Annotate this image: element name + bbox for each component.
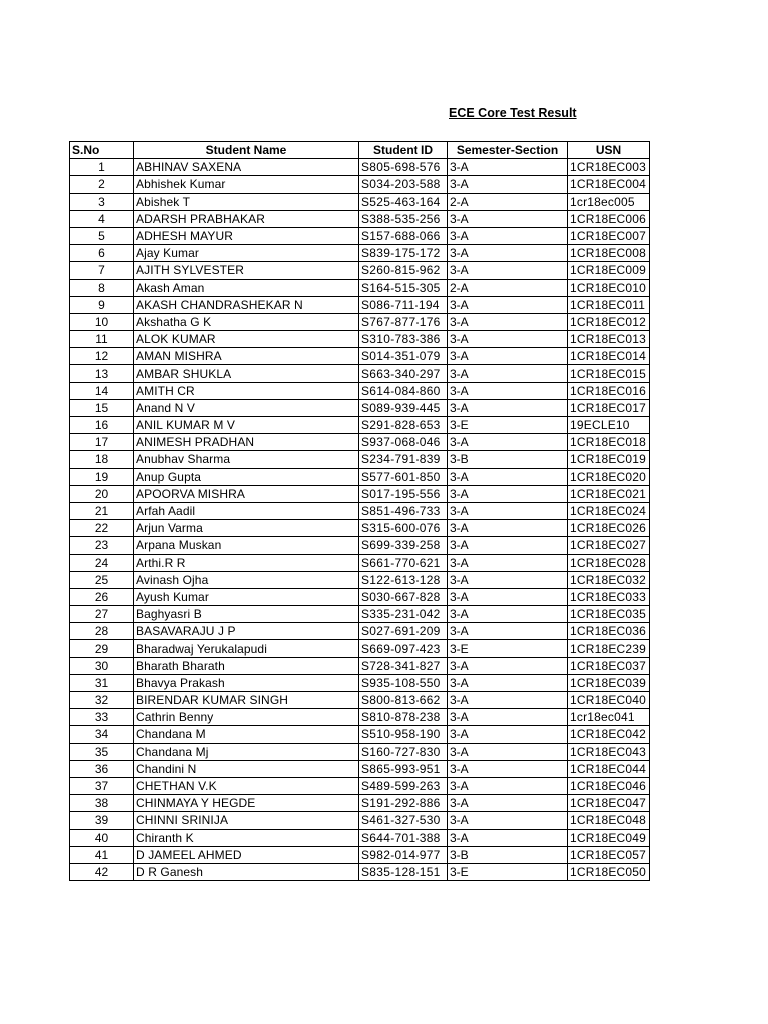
cell-semester-section: 3-A [448, 554, 568, 571]
cell-sno: 25 [70, 571, 134, 588]
cell-usn: 1CR18EC015 [568, 365, 650, 382]
cell-student-id: S191-292-886 [359, 795, 448, 812]
cell-student-id: S810-878-238 [359, 709, 448, 726]
cell-sno: 20 [70, 485, 134, 502]
cell-student-id: S614-084-860 [359, 382, 448, 399]
cell-usn: 1CR18EC047 [568, 795, 650, 812]
table-row [70, 743, 650, 760]
table-row [70, 795, 650, 812]
cell-student-name: Anubhav Sharma [134, 451, 359, 468]
header-semester-section: Semester-Section [448, 142, 568, 159]
table-body [70, 159, 650, 881]
cell-usn: 1CR18EC239 [568, 640, 650, 657]
cell-semester-section: 3-E [448, 863, 568, 880]
cell-student-name: Arpana Muskan [134, 537, 359, 554]
cell-usn: 1CR18EC028 [568, 554, 650, 571]
cell-student-name: Abishek T [134, 193, 359, 210]
cell-sno: 3 [70, 193, 134, 210]
cell-student-id: S234-791-839 [359, 451, 448, 468]
cell-sno: 21 [70, 502, 134, 519]
cell-usn: 1CR18EC004 [568, 176, 650, 193]
cell-student-name: Avinash Ojha [134, 571, 359, 588]
cell-student-id: S315-600-076 [359, 520, 448, 537]
table-row [70, 434, 650, 451]
cell-sno: 33 [70, 709, 134, 726]
cell-usn: 1CR18EC011 [568, 296, 650, 313]
cell-student-name: Arjun Varma [134, 520, 359, 537]
cell-student-name: Chiranth K [134, 829, 359, 846]
cell-sno: 27 [70, 606, 134, 623]
cell-student-id: S260-815-962 [359, 262, 448, 279]
cell-semester-section: 3-A [448, 348, 568, 365]
cell-student-id: S122-613-128 [359, 571, 448, 588]
table-row [70, 262, 650, 279]
table-row [70, 468, 650, 485]
cell-sno: 9 [70, 296, 134, 313]
cell-semester-section: 3-A [448, 829, 568, 846]
cell-usn: 1CR18EC032 [568, 571, 650, 588]
cell-sno: 28 [70, 623, 134, 640]
cell-student-id: S767-877-176 [359, 313, 448, 330]
table-row [70, 227, 650, 244]
cell-student-id: S489-599-263 [359, 777, 448, 794]
cell-usn: 1cr18ec041 [568, 709, 650, 726]
cell-sno: 41 [70, 846, 134, 863]
cell-semester-section: 3-A [448, 588, 568, 605]
cell-sno: 6 [70, 245, 134, 262]
cell-semester-section: 3-A [448, 674, 568, 691]
table-row [70, 709, 650, 726]
cell-student-name: Anand N V [134, 399, 359, 416]
cell-sno: 31 [70, 674, 134, 691]
cell-student-name: ANIMESH PRADHAN [134, 434, 359, 451]
cell-semester-section: 3-E [448, 640, 568, 657]
cell-semester-section: 3-A [448, 176, 568, 193]
cell-semester-section: 3-A [448, 313, 568, 330]
cell-student-id: S728-341-827 [359, 657, 448, 674]
cell-sno: 34 [70, 726, 134, 743]
cell-student-name: ADHESH MAYUR [134, 227, 359, 244]
cell-usn: 1CR18EC043 [568, 743, 650, 760]
table-row [70, 657, 650, 674]
page-title: ECE Core Test Result [449, 106, 577, 120]
table-row [70, 829, 650, 846]
table-row [70, 245, 650, 262]
table-row [70, 331, 650, 348]
cell-student-id: S034-203-588 [359, 176, 448, 193]
cell-sno: 15 [70, 399, 134, 416]
cell-sno: 23 [70, 537, 134, 554]
table-row [70, 382, 650, 399]
cell-sno: 14 [70, 382, 134, 399]
cell-student-name: Ayush Kumar [134, 588, 359, 605]
cell-sno: 2 [70, 176, 134, 193]
cell-semester-section: 3-A [448, 210, 568, 227]
cell-usn: 1CR18EC017 [568, 399, 650, 416]
header-student-name: Student Name [134, 142, 359, 159]
cell-student-name: Arfah Aadil [134, 502, 359, 519]
table-row [70, 760, 650, 777]
cell-usn: 1CR18EC044 [568, 760, 650, 777]
cell-student-id: S663-340-297 [359, 365, 448, 382]
cell-semester-section: 3-A [448, 520, 568, 537]
cell-semester-section: 3-A [448, 262, 568, 279]
cell-student-name: AKASH CHANDRASHEKAR N [134, 296, 359, 313]
cell-semester-section: 3-A [448, 812, 568, 829]
cell-sno: 40 [70, 829, 134, 846]
cell-student-name: ADARSH PRABHAKAR [134, 210, 359, 227]
cell-usn: 1CR18EC012 [568, 313, 650, 330]
table-row [70, 451, 650, 468]
results-table [69, 141, 650, 881]
cell-usn: 1CR18EC013 [568, 331, 650, 348]
cell-student-id: S661-770-621 [359, 554, 448, 571]
cell-usn: 1CR18EC003 [568, 159, 650, 176]
cell-sno: 32 [70, 692, 134, 709]
cell-student-id: S164-515-305 [359, 279, 448, 296]
cell-student-name: Akash Aman [134, 279, 359, 296]
cell-sno: 16 [70, 417, 134, 434]
cell-student-id: S982-014-977 [359, 846, 448, 863]
table-row [70, 296, 650, 313]
cell-semester-section: 3-A [448, 434, 568, 451]
cell-student-id: S865-993-951 [359, 760, 448, 777]
cell-student-id: S335-231-042 [359, 606, 448, 623]
cell-student-id: S027-691-209 [359, 623, 448, 640]
cell-semester-section: 3-A [448, 606, 568, 623]
cell-semester-section: 3-A [448, 623, 568, 640]
cell-student-id: S669-097-423 [359, 640, 448, 657]
cell-semester-section: 3-A [448, 468, 568, 485]
cell-sno: 29 [70, 640, 134, 657]
cell-semester-section: 3-A [448, 571, 568, 588]
cell-semester-section: 3-A [448, 777, 568, 794]
cell-usn: 1CR18EC040 [568, 692, 650, 709]
cell-student-id: S839-175-172 [359, 245, 448, 262]
table-row [70, 365, 650, 382]
cell-usn: 1CR18EC006 [568, 210, 650, 227]
cell-usn: 1CR18EC048 [568, 812, 650, 829]
table-row [70, 846, 650, 863]
cell-student-id: S014-351-079 [359, 348, 448, 365]
cell-semester-section: 3-A [448, 760, 568, 777]
cell-student-name: BASAVARAJU J P [134, 623, 359, 640]
table-row [70, 863, 650, 880]
cell-semester-section: 2-A [448, 279, 568, 296]
cell-usn: 1CR18EC009 [568, 262, 650, 279]
cell-student-id: S089-939-445 [359, 399, 448, 416]
cell-sno: 8 [70, 279, 134, 296]
table-row [70, 588, 650, 605]
cell-usn: 1CR18EC014 [568, 348, 650, 365]
cell-sno: 11 [70, 331, 134, 348]
cell-student-name: CHETHAN V.K [134, 777, 359, 794]
cell-student-id: S644-701-388 [359, 829, 448, 846]
table-row [70, 417, 650, 434]
cell-student-id: S577-601-850 [359, 468, 448, 485]
cell-semester-section: 3-A [448, 743, 568, 760]
cell-usn: 1CR18EC008 [568, 245, 650, 262]
cell-semester-section: 3-A [448, 159, 568, 176]
cell-semester-section: 3-A [448, 245, 568, 262]
cell-student-name: AMAN MISHRA [134, 348, 359, 365]
cell-semester-section: 3-A [448, 331, 568, 348]
cell-student-id: S699-339-258 [359, 537, 448, 554]
table-row [70, 193, 650, 210]
cell-student-id: S017-195-556 [359, 485, 448, 502]
table-row [70, 520, 650, 537]
cell-semester-section: 3-A [448, 485, 568, 502]
table-row [70, 176, 650, 193]
header-usn: USN [568, 142, 650, 159]
table-row [70, 502, 650, 519]
cell-student-name: D JAMEEL AHMED [134, 846, 359, 863]
cell-sno: 35 [70, 743, 134, 760]
cell-student-name: Ajay Kumar [134, 245, 359, 262]
table-row [70, 812, 650, 829]
cell-semester-section: 3-A [448, 692, 568, 709]
cell-student-id: S800-813-662 [359, 692, 448, 709]
table-row [70, 313, 650, 330]
cell-student-id: S310-783-386 [359, 331, 448, 348]
table-row [70, 640, 650, 657]
cell-student-name: APOORVA MISHRA [134, 485, 359, 502]
table-row [70, 726, 650, 743]
cell-sno: 13 [70, 365, 134, 382]
cell-sno: 5 [70, 227, 134, 244]
cell-semester-section: 3-A [448, 382, 568, 399]
header-sno: S.No [70, 142, 134, 159]
cell-sno: 18 [70, 451, 134, 468]
cell-semester-section: 3-A [448, 537, 568, 554]
cell-sno: 17 [70, 434, 134, 451]
cell-student-id: S805-698-576 [359, 159, 448, 176]
cell-usn: 1CR18EC035 [568, 606, 650, 623]
cell-student-name: Bharadwaj Yerukalapudi [134, 640, 359, 657]
cell-student-id: S510-958-190 [359, 726, 448, 743]
cell-student-id: S935-108-550 [359, 674, 448, 691]
cell-sno: 26 [70, 588, 134, 605]
cell-semester-section: 3-A [448, 502, 568, 519]
cell-student-id: S937-068-046 [359, 434, 448, 451]
cell-student-name: Anup Gupta [134, 468, 359, 485]
cell-usn: 1CR18EC033 [568, 588, 650, 605]
cell-sno: 24 [70, 554, 134, 571]
cell-usn: 1CR18EC010 [568, 279, 650, 296]
cell-student-id: S157-688-066 [359, 227, 448, 244]
cell-usn: 1CR18EC016 [568, 382, 650, 399]
cell-student-id: S461-327-530 [359, 812, 448, 829]
cell-semester-section: 3-B [448, 846, 568, 863]
cell-semester-section: 3-A [448, 726, 568, 743]
cell-usn: 1CR18EC026 [568, 520, 650, 537]
cell-sno: 38 [70, 795, 134, 812]
cell-student-id: S160-727-830 [359, 743, 448, 760]
table-row [70, 348, 650, 365]
cell-student-name: CHINNI SRINIJA [134, 812, 359, 829]
cell-usn: 1CR18EC021 [568, 485, 650, 502]
cell-student-id: S851-496-733 [359, 502, 448, 519]
table-row [70, 777, 650, 794]
cell-semester-section: 3-A [448, 399, 568, 416]
cell-sno: 7 [70, 262, 134, 279]
cell-student-name: Abhishek Kumar [134, 176, 359, 193]
cell-sno: 42 [70, 863, 134, 880]
cell-student-name: CHINMAYA Y HEGDE [134, 795, 359, 812]
table-row [70, 279, 650, 296]
cell-usn: 1CR18EC020 [568, 468, 650, 485]
header-student-id: Student ID [359, 142, 448, 159]
cell-semester-section: 3-A [448, 296, 568, 313]
table-header-row [70, 142, 650, 159]
cell-sno: 19 [70, 468, 134, 485]
cell-student-name: ANIL KUMAR M V [134, 417, 359, 434]
cell-student-id: S525-463-164 [359, 193, 448, 210]
cell-sno: 37 [70, 777, 134, 794]
cell-semester-section: 3-B [448, 451, 568, 468]
table-row [70, 159, 650, 176]
cell-usn: 1CR18EC037 [568, 657, 650, 674]
cell-usn: 1CR18EC057 [568, 846, 650, 863]
cell-sno: 36 [70, 760, 134, 777]
cell-student-name: AJITH SYLVESTER [134, 262, 359, 279]
table-row [70, 210, 650, 227]
cell-usn: 1CR18EC042 [568, 726, 650, 743]
cell-student-name: BIRENDAR KUMAR SINGH [134, 692, 359, 709]
cell-student-name: Baghyasri B [134, 606, 359, 623]
cell-usn: 1CR18EC039 [568, 674, 650, 691]
table-row [70, 399, 650, 416]
cell-sno: 1 [70, 159, 134, 176]
cell-sno: 22 [70, 520, 134, 537]
cell-usn: 1CR18EC049 [568, 829, 650, 846]
cell-student-name: Akshatha G K [134, 313, 359, 330]
cell-student-name: Chandini N [134, 760, 359, 777]
cell-usn: 1cr18ec005 [568, 193, 650, 210]
cell-student-id: S291-828-653 [359, 417, 448, 434]
cell-student-name: Chandana Mj [134, 743, 359, 760]
table-row [70, 571, 650, 588]
cell-sno: 39 [70, 812, 134, 829]
cell-student-name: Cathrin Benny [134, 709, 359, 726]
cell-semester-section: 3-A [448, 709, 568, 726]
table-row [70, 623, 650, 640]
cell-semester-section: 3-A [448, 365, 568, 382]
cell-semester-section: 2-A [448, 193, 568, 210]
cell-semester-section: 3-A [448, 657, 568, 674]
cell-student-name: D R Ganesh [134, 863, 359, 880]
table-row [70, 692, 650, 709]
cell-usn: 19ECLE10 [568, 417, 650, 434]
cell-usn: 1CR18EC007 [568, 227, 650, 244]
cell-student-name: AMBAR SHUKLA [134, 365, 359, 382]
cell-sno: 30 [70, 657, 134, 674]
cell-student-id: S388-535-256 [359, 210, 448, 227]
cell-sno: 12 [70, 348, 134, 365]
cell-student-name: ABHINAV SAXENA [134, 159, 359, 176]
cell-usn: 1CR18EC046 [568, 777, 650, 794]
cell-student-id: S086-711-194 [359, 296, 448, 313]
cell-student-name: Arthi.R R [134, 554, 359, 571]
cell-student-name: AMITH CR [134, 382, 359, 399]
cell-student-name: ALOK KUMAR [134, 331, 359, 348]
cell-student-name: Chandana M [134, 726, 359, 743]
cell-usn: 1CR18EC018 [568, 434, 650, 451]
cell-usn: 1CR18EC050 [568, 863, 650, 880]
cell-usn: 1CR18EC019 [568, 451, 650, 468]
cell-usn: 1CR18EC027 [568, 537, 650, 554]
cell-semester-section: 3-A [448, 227, 568, 244]
table-row [70, 606, 650, 623]
table-row [70, 674, 650, 691]
table-row [70, 554, 650, 571]
cell-sno: 4 [70, 210, 134, 227]
cell-usn: 1CR18EC024 [568, 502, 650, 519]
cell-sno: 10 [70, 313, 134, 330]
table-row [70, 537, 650, 554]
cell-student-id: S835-128-151 [359, 863, 448, 880]
cell-student-id: S030-667-828 [359, 588, 448, 605]
cell-student-name: Bhavya Prakash [134, 674, 359, 691]
cell-usn: 1CR18EC036 [568, 623, 650, 640]
cell-student-name: Bharath Bharath [134, 657, 359, 674]
cell-semester-section: 3-E [448, 417, 568, 434]
table-row [70, 485, 650, 502]
cell-semester-section: 3-A [448, 795, 568, 812]
